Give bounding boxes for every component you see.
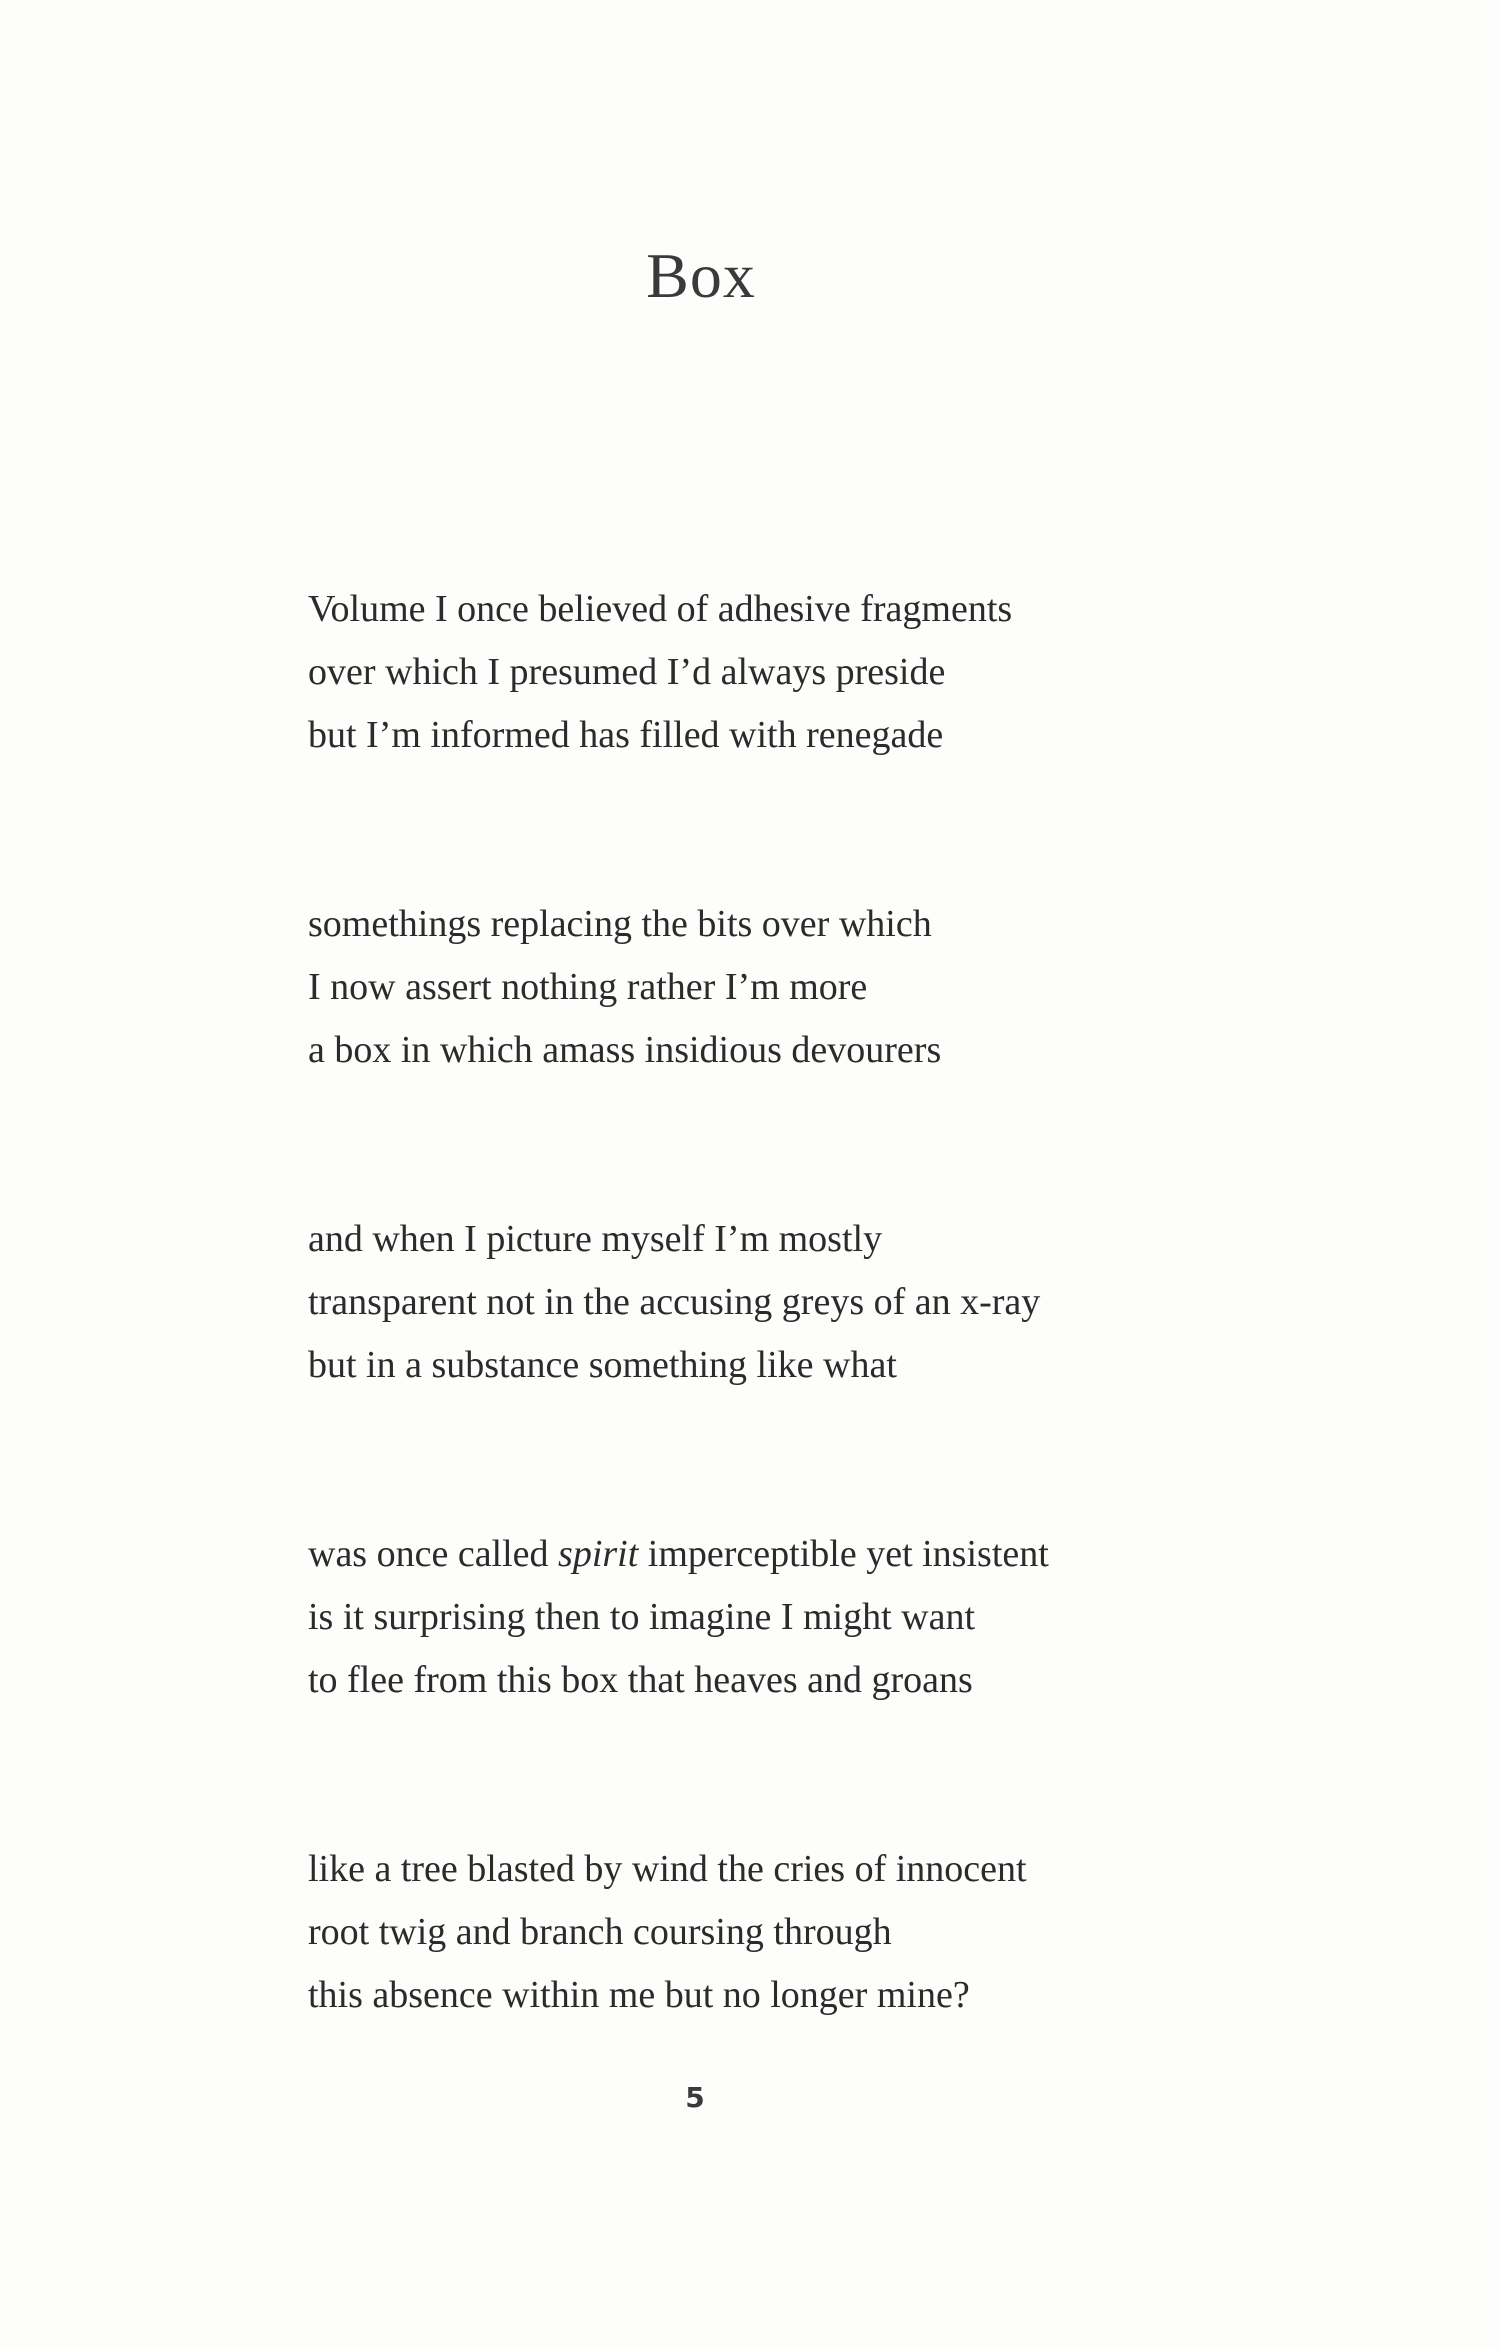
stanza	[308, 893, 1308, 1082]
line-text: but in a substance something like what	[308, 1344, 897, 1386]
line-text: imperceptible yet insistent	[638, 1533, 1049, 1575]
poem-line	[308, 1586, 1308, 1649]
line-text: is it surprising then to imagine I might want	[308, 1596, 976, 1638]
poem-line	[308, 1208, 1308, 1271]
poem-body	[308, 578, 1308, 2153]
poem-line	[308, 704, 1308, 767]
line-text: over which I presumed I’d always preside	[308, 651, 946, 693]
stanza	[308, 578, 1308, 767]
poem-title: Box	[646, 240, 756, 311]
line-text: root twig and branch coursing through	[308, 1911, 892, 1953]
poem-line	[308, 893, 1308, 956]
poem-line	[308, 1649, 1308, 1712]
poem-line	[308, 578, 1308, 641]
line-text: and when I picture myself I’m mostly	[308, 1218, 883, 1260]
poem-line	[308, 1901, 1308, 1964]
poem-line	[308, 1523, 1308, 1586]
line-text: a box in which amass insidious devourers	[308, 1029, 942, 1071]
stanza	[308, 1523, 1308, 1712]
italic-word: spirit	[558, 1533, 639, 1575]
line-text: was once called	[308, 1533, 559, 1575]
stanza	[308, 1838, 1308, 2027]
page-number: 5	[685, 2081, 705, 2114]
line-text: to flee from this box that heaves and groans	[308, 1659, 973, 1701]
line-text: Volume I once believed of adhesive fragments	[308, 588, 1013, 630]
stanza	[308, 1208, 1308, 1397]
poem-line	[308, 956, 1308, 1019]
poem-line	[308, 641, 1308, 704]
line-text: transparent not in the accusing greys of an x-ray	[308, 1281, 1041, 1323]
line-text: this absence within me but no longer mine?	[308, 1974, 970, 2016]
line-text: like a tree blasted by wind the cries of innocent	[308, 1848, 1027, 1890]
poem-line	[308, 1271, 1308, 1334]
line-text: somethings replacing the bits over which	[308, 903, 932, 945]
poem-line	[308, 1019, 1308, 1082]
poem-line	[308, 1964, 1308, 2027]
poem-line	[308, 1838, 1308, 1901]
line-text: but I’m informed has filled with renegade	[308, 714, 944, 756]
poem-line	[308, 1334, 1308, 1397]
line-text: I now assert nothing rather I’m more	[308, 966, 868, 1008]
